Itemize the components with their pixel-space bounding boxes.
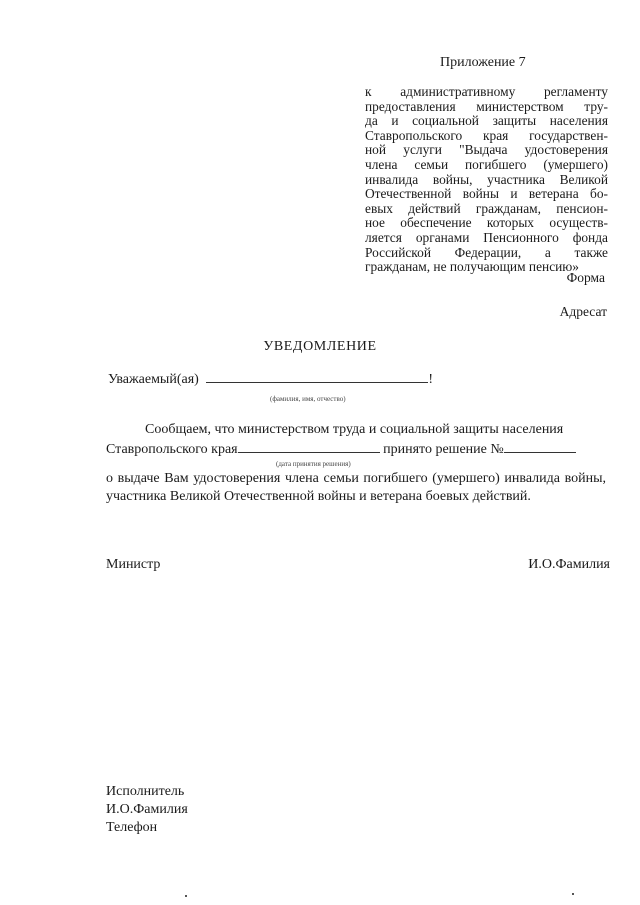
executor-phone-label: Телефон	[106, 820, 158, 835]
decision-date-blank[interactable]	[238, 440, 380, 453]
reference-line: ляется органами Пенсионного фонда	[365, 229, 608, 245]
executor-name: И.О.Фамилия	[106, 802, 188, 817]
fio-blank[interactable]	[206, 370, 428, 383]
executor-label: Исполнитель	[106, 784, 185, 799]
form-label: Форма	[566, 270, 605, 285]
reference-line: инвалида войны, участника Великой	[365, 171, 608, 187]
greeting-line	[108, 370, 433, 388]
reference-line: предоставления министерством тру-	[365, 98, 608, 114]
notice-title: УВЕДОМЛЕНИЕ	[263, 339, 377, 354]
executor-block	[106, 783, 188, 837]
scan-speck	[185, 895, 187, 897]
decision-date-caption: (дата принятия решения)	[276, 460, 351, 468]
reference-line: ной услуги "Выдача удостоверения	[365, 142, 608, 158]
reference-line: Отечественной войны и ветерана бо-	[365, 186, 608, 202]
appendix-title: Приложение 7	[440, 55, 526, 70]
greeting-exclamation: !	[428, 372, 433, 387]
decision-text: принято решение №	[383, 442, 504, 457]
reference-line: члена семьи погибшего (умершего)	[365, 156, 608, 172]
reference-line: да и социальной защиты населения	[365, 113, 608, 129]
scan-speck	[572, 893, 574, 895]
reference-line: гражданам, не получающим пенсию»	[365, 259, 580, 275]
addressee-label: Адресат	[559, 304, 607, 319]
reference-line: ное обеспечение которых осуществ-	[365, 215, 608, 231]
body-line-first: Сообщаем, что министерством труда и социальной защиты населения	[145, 422, 564, 437]
reference-line: Российской Федерации, а также	[365, 244, 608, 260]
minister-position: Министр	[106, 557, 161, 572]
reference-line: евых действий гражданам, пенсион-	[365, 200, 608, 216]
decision-number-blank[interactable]	[504, 440, 576, 453]
fio-caption: (фамилия, имя, отчество)	[270, 395, 346, 403]
minister-name: И.О.Фамилия	[528, 557, 610, 572]
reference-line: к административному регламенту	[365, 84, 608, 99]
reference-line: Ставропольского края государствен-	[365, 127, 608, 143]
region-text: Ставропольского края	[106, 442, 238, 457]
greeting-text: Уважаемый(ая)	[108, 372, 199, 387]
regulation-reference	[365, 85, 608, 275]
body-paragraph: о выдаче Вам удостоверения члена семьи погибшего (умершего) инвалида войны, участника Великой Отечественной войны и ветерана боевых действий.	[106, 471, 606, 504]
body-line-second	[106, 440, 576, 458]
